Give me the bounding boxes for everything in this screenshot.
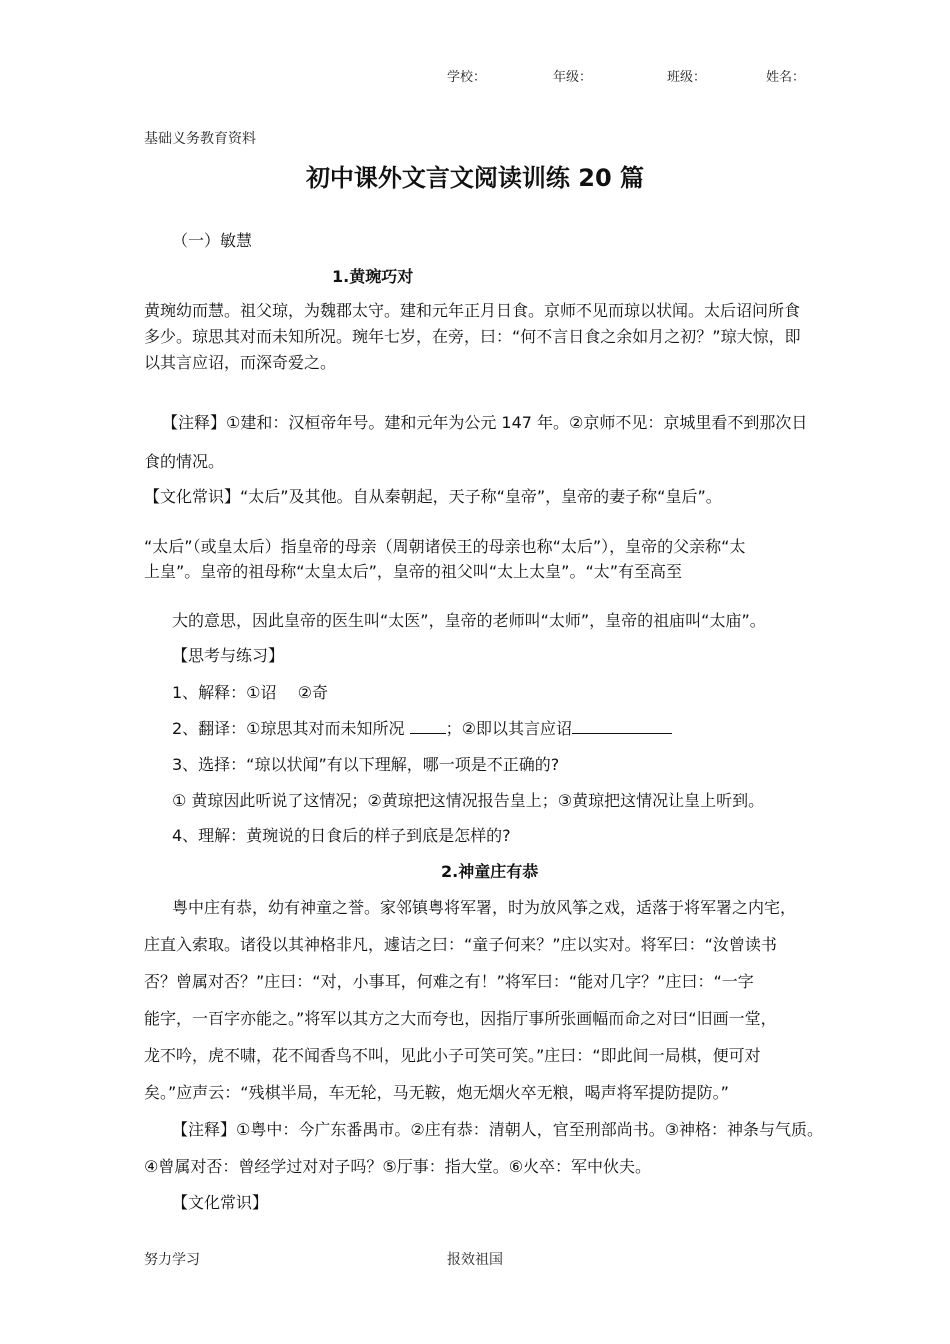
question-3-options: ① 黄琼因此听说了这情况；②黄琼把这情况报告皇上；③黄琼把这情况让皇上听到。 bbox=[172, 791, 765, 810]
story2-heading: 2.神童庄有恭 bbox=[441, 862, 539, 881]
story2-notes-line: 【注释】①粤中：今广东番禺市。②庄有恭：清朝人，官至刑部尚书。③神格：神条与气质。 bbox=[172, 1120, 824, 1139]
answer-blank[interactable] bbox=[572, 719, 672, 734]
footer-center: 报效祖国 bbox=[447, 1252, 503, 1268]
story2-culture-title: 【文化常识】 bbox=[172, 1193, 269, 1212]
question-2-part-b: ；②即以其言应诏 bbox=[445, 719, 572, 738]
story1-culture-line: 上皇”。皇帝的祖母称“太皇太后”，皇帝的祖父叫“太上太皇”。“太”有至高至 bbox=[144, 562, 683, 581]
grade-label: 年级： bbox=[553, 70, 593, 85]
answer-blank[interactable] bbox=[410, 719, 446, 734]
footer-left: 努力学习 bbox=[144, 1252, 200, 1268]
story1-notes-line: 食的情况。 bbox=[144, 452, 225, 471]
story1-heading: 1.黄琬巧对 bbox=[332, 267, 414, 286]
story1-text-line: 以其言应诏，而深奇爱之。 bbox=[144, 353, 337, 372]
story2-text-line: 龙不吟，虎不啸，花不闻香鸟不叫，见此小子可笑可笑。”庄曰：“即此间一局棋，便可对 bbox=[144, 1046, 761, 1065]
story1-culture-line: 【文化常识】“太后”及其他。自从秦朝起，天子称“皇帝”，皇帝的妻子称“皇后”。 bbox=[144, 487, 722, 506]
story1-culture-line: 大的意思，因此皇帝的医生叫“太医”，皇帝的老师叫“太师”，皇帝的祖庙叫“太庙”。 bbox=[172, 611, 766, 630]
story1-culture-line: “太后”（或皇太后）指皇帝的母亲（周朝诸侯王的母亲也称“太后”），皇帝的父亲称“太 bbox=[144, 537, 746, 556]
story2-text-line: 能字，一百字亦能之。”将军以其方之大而夸也，因指厅事所张画幅而命之对曰“旧画一堂， bbox=[144, 1009, 777, 1028]
page-title: 初中课外文言文阅读训练 20 篇 bbox=[305, 164, 645, 192]
story1-text-line: 黄琬幼而慧。祖父琼，为魏郡太守。建和元年正月日食。京师不见而琼以状闻。太后诏问所食 bbox=[144, 301, 801, 320]
story2-notes-line: ④曾属对否：曾经学过对对子吗？⑤厅事：指大堂。⑥火卒：军中伙夫。 bbox=[144, 1157, 652, 1176]
top-label: 基础义务教育资料 bbox=[144, 131, 256, 147]
question-3: 3、选择：“琼以状闻”有以下理解，哪一项是不正确的? bbox=[172, 755, 560, 774]
question-4: 4、理解：黄琬说的日食后的样子到底是怎样的? bbox=[172, 826, 511, 845]
story2-text-line: 粤中庄有恭，幼有神童之誉。家邻镇粤将军署，时为放风筝之戏，适落于将军署之内宅， bbox=[172, 898, 797, 917]
school-label: 学校： bbox=[447, 70, 487, 85]
class-label: 班级： bbox=[667, 70, 707, 85]
question-1: 1、解释：①诏 ②奇 bbox=[172, 683, 328, 702]
exercise-title: 【思考与练习】 bbox=[172, 646, 285, 665]
story2-text-line: 矣。”应声云：“残棋半局，车无轮，马无鞍，炮无烟火卒无粮，喝声将军提防提防。” bbox=[144, 1083, 729, 1102]
story1-text-line: 多少。琼思其对而未知所况。琬年七岁，在旁，曰：“何不言日食之余如月之初？”琼大惊，即 bbox=[144, 327, 801, 346]
section-heading: （一）敏慧 bbox=[172, 231, 253, 250]
story1-notes-line: 【注释】①建和：汉桓帝年号。建和元年为公元 147 年。②京师不见：京城里看不到那次日 bbox=[162, 413, 808, 432]
story2-text-line: 否？曾属对否？”庄曰：“对，小事耳，何难之有！”将军曰：“能对几字？”庄曰：“一字 bbox=[144, 972, 754, 991]
question-2 bbox=[172, 716, 672, 739]
question-2-part-a: 2、翻译：①琼思其对而未知所况 bbox=[172, 719, 410, 738]
story2-text-line: 庄直入索取。诸役以其神格非凡，遽诘之曰：“童子何来？”庄以实对。将军曰：“汝曾读书 bbox=[144, 935, 777, 954]
name-label: 姓名： bbox=[766, 70, 806, 85]
